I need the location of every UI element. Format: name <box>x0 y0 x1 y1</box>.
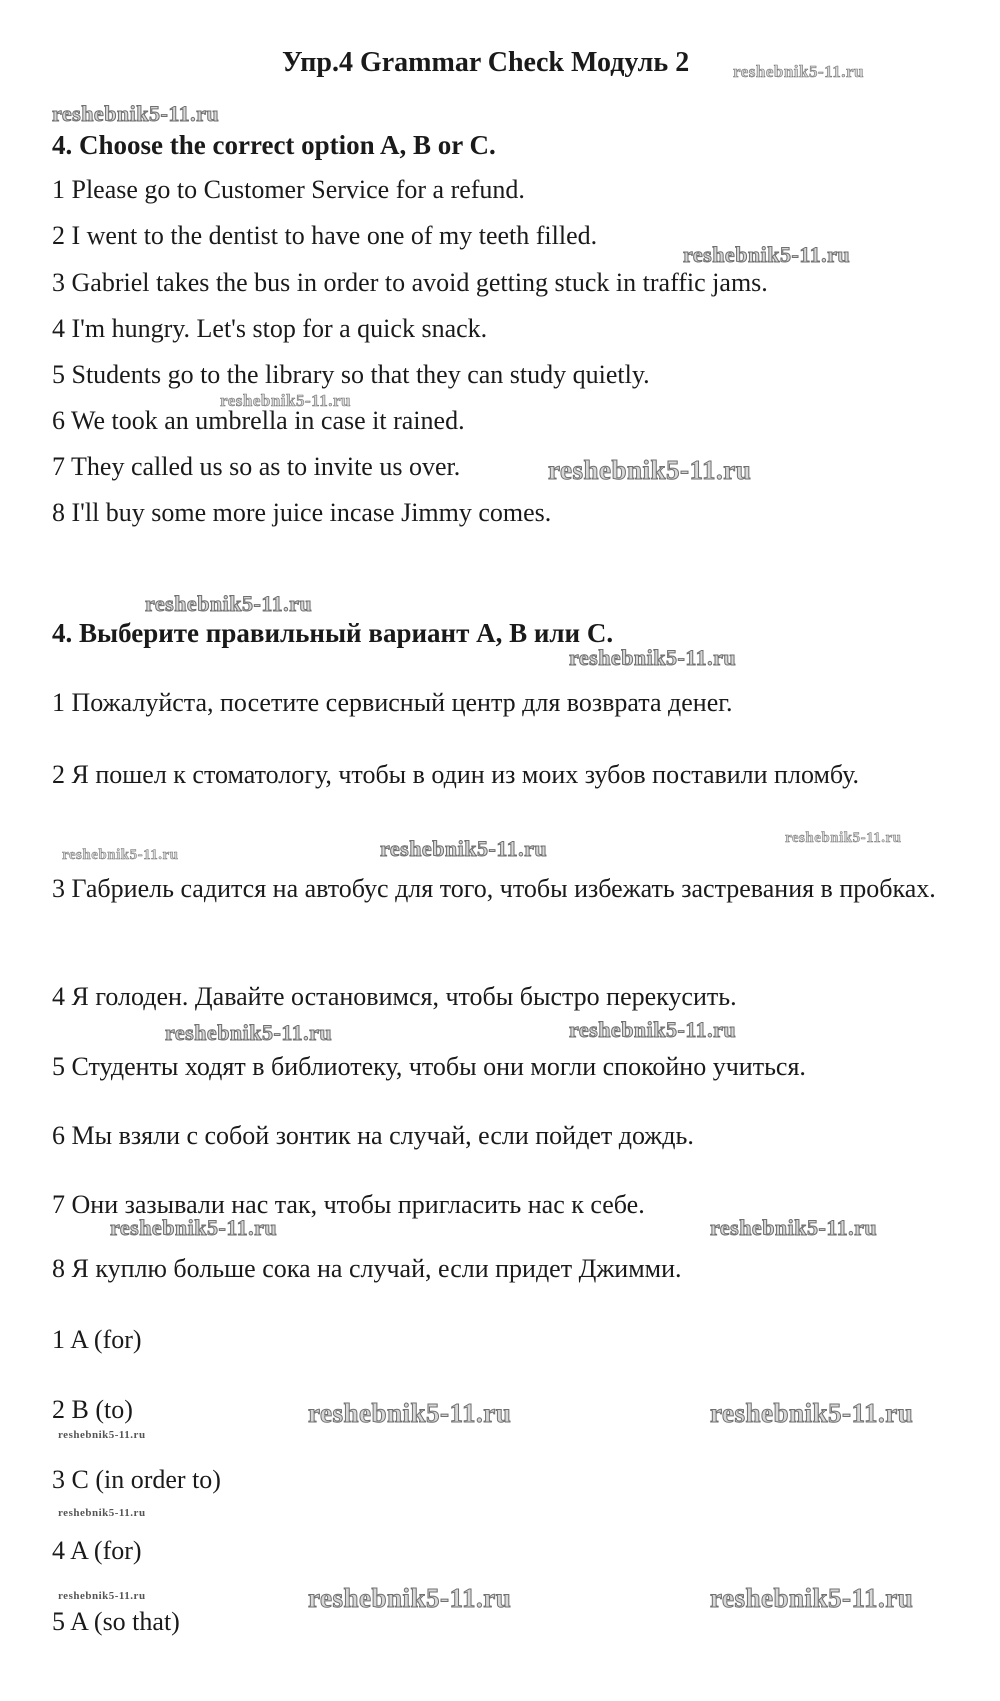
watermark: reshebnik5-11.ru <box>548 455 752 485</box>
watermark: reshebnik5-11.ru <box>308 1398 512 1428</box>
watermark: reshebnik5-11.ru <box>569 645 737 670</box>
russian-heading: 4. Выберите правильный вариант А, В или С. <box>52 618 614 648</box>
answer-2: 2 B (to) <box>52 1395 133 1424</box>
answer-5: 5 A (so that) <box>52 1607 180 1636</box>
english-item-5: 5 Students go to the library so that they can study quietly. <box>52 360 650 389</box>
watermark: reshebnik5-11.ru <box>58 1590 146 1602</box>
watermark: reshebnik5-11.ru <box>710 1398 914 1428</box>
watermark: reshebnik5-11.ru <box>308 1583 512 1613</box>
answer-1: 1 A (for) <box>52 1325 142 1354</box>
russian-item-2: 2 Я пошел к стоматологу, чтобы в один из моих зубов поставили пломбу. <box>52 760 860 789</box>
russian-item-1: 1 Пожалуйста, посетите сервисный центр для возврата денег. <box>52 688 733 717</box>
watermark: reshebnik5-11.ru <box>733 62 864 81</box>
english-item-3: 3 Gabriel takes the bus in order to avoid getting stuck in traffic jams. <box>52 268 768 297</box>
watermark: reshebnik5-11.ru <box>569 1017 737 1042</box>
english-item-4: 4 I'm hungry. Let's stop for a quick snack. <box>52 314 488 343</box>
english-heading: 4. Choose the correct option A, B or C. <box>52 130 496 160</box>
watermark: reshebnik5-11.ru <box>58 1429 146 1441</box>
english-item-7: 7 They called us so as to invite us over. <box>52 452 461 481</box>
watermark: reshebnik5-11.ru <box>710 1215 878 1240</box>
russian-item-3: 3 Габриель садится на автобус для того, чтобы избежать застревания в пробках. <box>52 874 936 903</box>
watermark: reshebnik5-11.ru <box>52 101 220 126</box>
watermark: reshebnik5-11.ru <box>380 836 548 861</box>
watermark: reshebnik5-11.ru <box>110 1215 278 1240</box>
watermark: reshebnik5-11.ru <box>220 391 351 410</box>
watermark: reshebnik5-11.ru <box>58 1507 146 1519</box>
watermark: reshebnik5-11.ru <box>165 1020 333 1045</box>
english-item-6: 6 We took an umbrella in case it rained. <box>52 406 465 435</box>
russian-item-5: 5 Студенты ходят в библиотеку, чтобы они могли спокойно учиться. <box>52 1052 806 1081</box>
answer-3: 3 C (in order to) <box>52 1465 221 1494</box>
answer-4: 4 A (for) <box>52 1536 142 1565</box>
watermark: reshebnik5-11.ru <box>145 591 313 616</box>
watermark: reshebnik5-11.ru <box>710 1583 914 1613</box>
russian-item-6: 6 Мы взяли с собой зонтик на случай, если пойдет дождь. <box>52 1121 694 1150</box>
page-title: Упр.4 Grammar Check Модуль 2 <box>282 47 690 78</box>
english-item-2: 2 I went to the dentist to have one of my teeth filled. <box>52 221 598 250</box>
russian-item-4: 4 Я голоден. Давайте остановимся, чтобы быстро перекусить. <box>52 982 737 1011</box>
english-item-8: 8 I'll buy some more juice incase Jimmy comes. <box>52 498 552 527</box>
watermark: reshebnik5-11.ru <box>785 830 902 846</box>
russian-item-7: 7 Они зазывали нас так, чтобы пригласить нас к себе. <box>52 1190 645 1219</box>
russian-item-8: 8 Я куплю больше сока на случай, если придет Джимми. <box>52 1254 682 1283</box>
english-item-1: 1 Please go to Customer Service for a refund. <box>52 175 525 204</box>
watermark: reshebnik5-11.ru <box>683 242 851 267</box>
watermark: reshebnik5-11.ru <box>62 847 179 863</box>
